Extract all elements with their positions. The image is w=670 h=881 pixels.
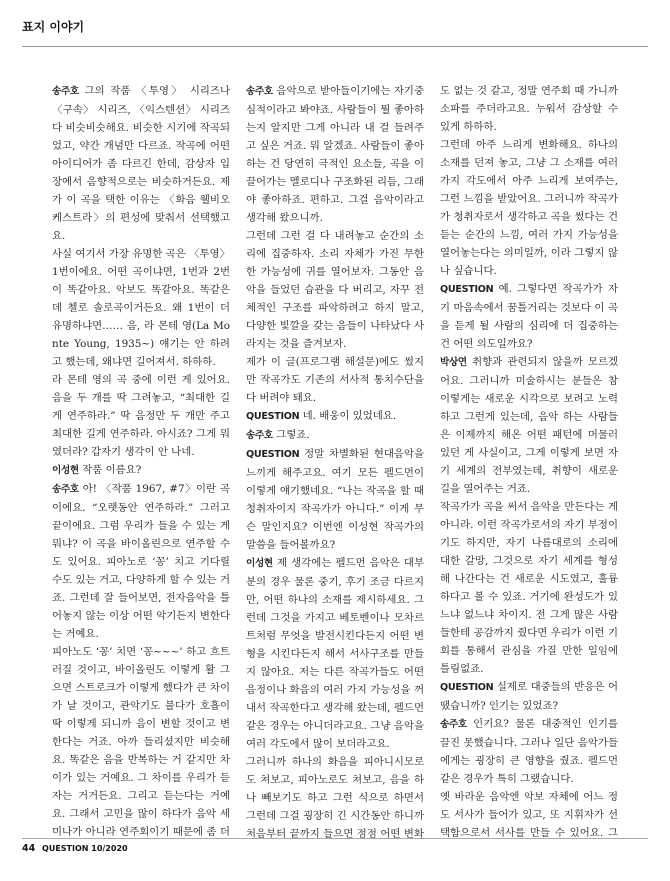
paragraph: [246, 82, 424, 227]
paragraph-text: 취향과 관련되지 않을까 모르겠어요. 그러니까 미술하시는 분들은 참 이렇게는 새로운 시각으로 보려고 노력하고 그런게 있는데, 음악 하는 사람들은 이제까지 해온 어떤 패턴에 머물러 있던 게 사실이고, 그게 이렇게 보면 자기 세계의 전부였는데, 취향이 새로운 길을 열어주는 거죠.: [440, 356, 618, 495]
paragraph: [52, 245, 230, 371]
paragraph: [246, 445, 424, 554]
paragraph-text: 그의 작품 〈투영〉 시리즈나 〈구속〉 시리즈, 〈익스텐션〉 시리즈다 비슷비슷해요. 비슷한 시기에 작곡되었고, 약간 개념만 다르죠. 작곡에 어떤 아이디어가 좀 다르긴 한데, 감상자 입장에서 음향적으로는 비슷하거든요. 제가 이 곡을 택한 이유는 〈화음 웰비오케스트라〉의 편성에 맞춰서 선택했고요.: [52, 85, 230, 242]
paragraph-text: 옛 바라운 음악엔 악보 자체에 어느 정도 서사가 들어가 있고, 또 지휘자가 선택함으로서 서사를 만들 수 있어요. 그: [440, 791, 618, 838]
paragraph: [52, 461, 230, 480]
page-number: 44: [22, 843, 36, 854]
speaker-label: 송주호: [246, 430, 273, 441]
paragraph-text: 그렇죠.: [276, 429, 310, 441]
paragraph-text: 예. 그렇다면 작곡가가 자기 마음속에서 꿈틀거리는 것보다 이 곡을 듣게 될 사람의 심리에 더 집중하는 건 어떤 의도일까요?: [440, 283, 618, 350]
paragraph: [246, 426, 424, 445]
paragraph-text: 사실 여기서 가장 유명한 곡은 〈투영〉 1번이에요. 어떤 곡이냐면, 1번과 2번이 똑같아요. 악보도 똑같아요. 똑같은데 첼로 솔로곡이거든요. 왜 1번이 더 유명하냐면…… 음, 라 몬테 영(La Monte Young, 1935~) 얘기는 안 하려고 했는데, 왜냐면 길어져서. 하하하.: [52, 248, 230, 368]
paragraph-text: 그런데 그런 걸 다 내려놓고 순간의 소리에 집중하자. 소리 자체가 가진 무한한 가능성에 귀를 열어보자. 그동안 음악을 들었던 습관을 다 버리고, 자꾸 전체적인 구조를 파악하려고 하지 말고, 다양한 빛깔을 갖는 음들이 나타났다 사라지는 것을 즐겨보자.: [246, 230, 424, 350]
paragraph: [52, 371, 230, 461]
speaker-label: 송주호: [440, 719, 467, 730]
speaker-label: QUESTION: [440, 284, 494, 295]
paragraph: [246, 554, 424, 753]
paragraph-text: 작품 이름요?: [82, 464, 142, 476]
paragraph-text: 라 몬테 영의 곡 중에 이런 게 있어요. 음을 두 개를 딱 그려놓고, “최대한 길게 연주하라.” 딱 음정만 두 개만 주고 최대한 길게 연주하라. 아시죠? 그게 뭐 였더라? 갑자기 생각이 안 나네.: [52, 374, 230, 458]
paragraph: [440, 280, 618, 353]
paragraph-text: 네. 배웅이 있었네요.: [302, 410, 397, 422]
paragraph-text: 도 없는 것 같고, 정말 연주회 때 가니까 소파를 주더라고요. 누워서 감상할 수 있게 하하하.: [440, 85, 618, 133]
paragraph: [52, 480, 230, 643]
speaker-label: QUESTION: [246, 411, 300, 422]
text-column-1: [52, 82, 230, 838]
paragraph: [246, 753, 424, 838]
paragraph: [52, 82, 230, 245]
speaker-label: 박상연: [440, 357, 467, 368]
paragraph-text: 피아노도 ‘꽁’ 치면 ‘꽁~~~’ 하고 흐트러질 것이고, 바이올린도 이렇게 활 그으면 스트로크가 이렇게 했다가 큰 차이가 날 것이고, 관악기도 불다가 호흡이 딱 이렇게 되니까 음이 변할 것이고 변한다는 거죠. 아까 들리셨지만 비슷해요. 똑같은 음을 반복하는 거 같지만 차이가 있는 거예요. 그 차이를 우리가 듣자는 거거든요. 그리고 듣는다는 거예요. 그래서 고민을 많이 하다가 음악 세미나가 아니라 연주회이기 때문에 좀 더: [52, 646, 230, 838]
article-body: [52, 82, 618, 838]
paragraph-text: 아! 〈작품 1967, #7〉이란 곡이에요. “오랫동안 연주하라.” 그러고 끝이에요. 그럼 우리가 들을 수 있는 게 뭐냐? 이 곡을 바이올린으로 연주할 수도 있어요. 피아노로 ‘꽁’ 치고 기다릴 수도 있는 거고, 다양하게 할 수 있는 거죠. 그런데 잘 들어보면, 전자음악을 틀어놓지 않는 이상 어떤 악기든지 변한다는 거예요.: [52, 483, 230, 640]
paragraph-text: 인기요? 물론 대중적인 인기를 끌진 못했습니다. 그러나 일단 음악가들에게는 굉장히 큰 영향을 줬죠. 펠드먼 같은 경우가 특히 그랬습니다.: [440, 718, 618, 785]
speaker-label: 송주호: [246, 86, 273, 97]
paragraph-text: 작곡가가 곡을 써서 음악을 만든다는 게 아니라. 이런 작곡가로서의 자기 부정이기도 하지만, 자기 나름대로의 소리에 대한 갈망, 그것으로 자기 세계를 형성해 나간다는 건 새로운 시도였고, 훌륭하다고 볼 수 있죠. 거기에 완성도가 있느냐 없느냐 차이지. 전 그게 많은 사람들한테 공감까지 줬다면 우리가 이런 기회를 통해서 관심을 가질 만한 일임에 틀림없죠.: [440, 501, 618, 675]
paragraph-text: 실제로 대중들의 반응은 어땠습니까? 인기는 있었죠?: [440, 681, 618, 712]
paragraph-text: 제 생각에는 펠드먼 음악은 대부분의 경우 물론 중기, 후기 조금 다르지만, 어떤 하나의 소재를 제시하세요. 그런데 그것을 가지고 베토벤이나 모차르트처럼 무엇을 발전시킨다든지 어떤 변형을 시킨다든지 해서 서사구조를 만들지 않아요. 저는 다른 작곡가들도 어떤 음정이나 화음의 여러 가지 가능성을 꺼내서 작곡한다고 생각해 왔는데, 펠드먼 같은 경우는 아니더라고요. 그냥 음악을 여러 각도에서 많이 보더라고요.: [246, 557, 424, 750]
paragraph: [440, 715, 618, 788]
speaker-label: 이성현: [246, 558, 273, 569]
speaker-label: 송주호: [52, 86, 79, 97]
speaker-label: 송주호: [52, 484, 79, 495]
paragraph-text: 제가 이 글(프로그램 해설문)에도 썼지만 작곡가도 기존의 서사적 통치수단을 다 버려야 돼요.: [246, 356, 424, 404]
paragraph: [440, 678, 618, 715]
speaker-label: QUESTION: [246, 449, 300, 460]
text-column-3: [440, 82, 618, 838]
paragraph: [440, 788, 618, 838]
page-footer: [22, 843, 128, 854]
section-title: 표지 이야기: [22, 20, 85, 34]
paragraph: [246, 227, 424, 353]
paragraph: [440, 353, 618, 498]
paragraph: [246, 353, 424, 407]
paragraph-text: 정말 차별화된 현대음악을 느끼게 해주고요. 여기 모든 펠드먼이 이렇게 얘기했네요. “나는 작곡을 할 때 청취자이지 작곡가가 아니다.” 이게 무슨 말인지요? 이번엔 이성현 작곡가의 말씀을 들어볼까요?: [246, 448, 424, 551]
header-divider: [22, 46, 648, 47]
paragraph: [52, 643, 230, 838]
speaker-label: 이성현: [52, 465, 79, 476]
footer-divider: [22, 838, 648, 839]
paragraph: [440, 136, 618, 280]
paragraph: [440, 82, 618, 136]
speaker-label: QUESTION: [440, 682, 494, 693]
magazine-issue: QUESTION 10/2020: [42, 844, 128, 853]
paragraph-text: 그러니까 하나의 화음을 피아니시모로도 쳐보고, 피아노로도 쳐보고, 음을 하나 빼보기도 하고 그런 식으로 하면서 그런데 그걸 굉장히 긴 시간동안 하니까 처음부터 끝까지 들으면 점점 어떤 변화: [246, 756, 424, 838]
paragraph: [246, 407, 424, 426]
paragraph-text: 음악으로 받아들이기에는 자기중심적이라고 봐야죠. 사람들이 뭘 좋아하는지 알지만 그게 아니라 내 걸 들려주고 싶은 거죠. 뭐 알겠죠. 사람들이 좋아하는 건 당연히 극적인 요소들, 곡을 이끌어가는 멜로디나 구조화된 리듬, 그래야 좋아하죠. 편하고. 그걸 음악이라고 생각해 왔으니까.: [246, 85, 424, 224]
paragraph: [440, 498, 618, 678]
paragraph-text: 그런데 아주 느리게 변화해요. 하나의 소재를 던져 놓고, 그냥 그 소재를 여러 가지 각도에서 아주 느리게 보여주는, 그런 느낌을 받았어요. 그러니까 작곡가가 청취자로서 생각하고 곡을 썼다는 건 듣는 순간의 느낌, 여러 가지 가능성을 열어놓는다는 의미일까, 이라 그렇지 않나 싶습니다.: [440, 139, 618, 277]
text-column-2: [246, 82, 424, 838]
